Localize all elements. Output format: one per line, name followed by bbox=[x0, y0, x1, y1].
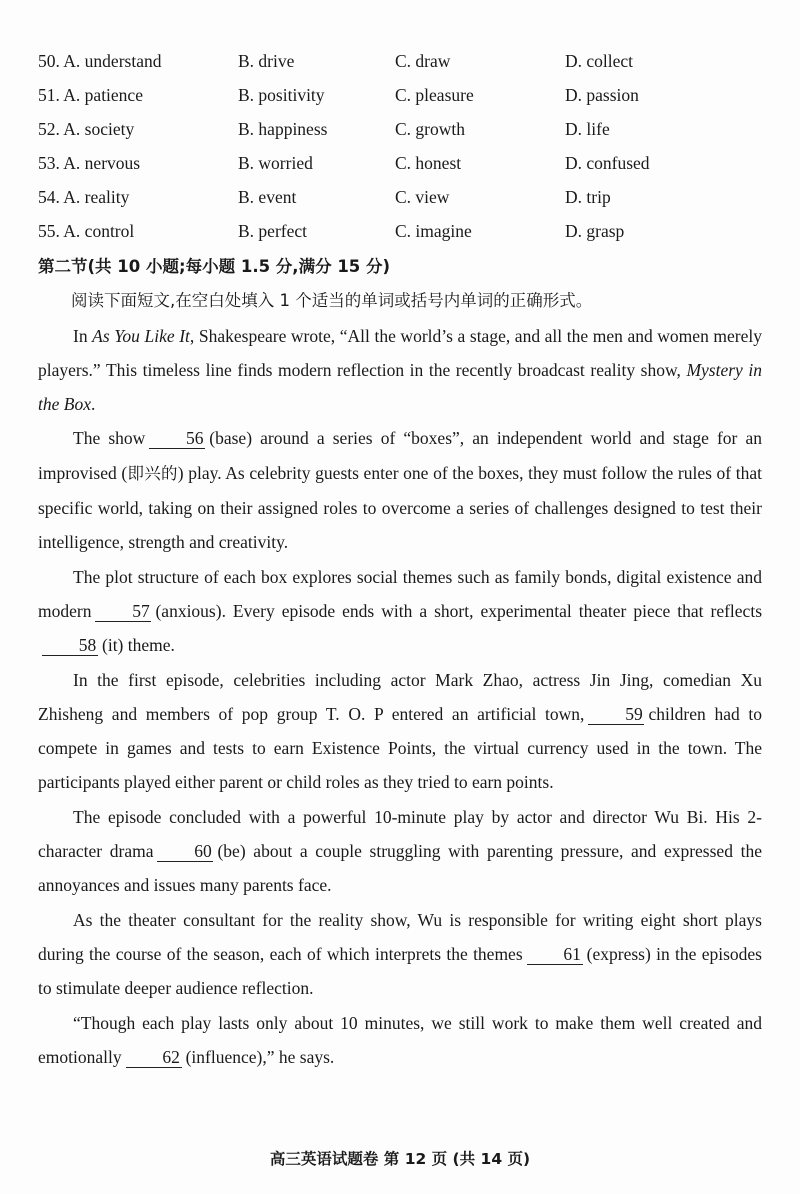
instruction: 阅读下面短文,在空白处填入 1 个适当的单词或括号内单词的正确形式。 bbox=[71, 291, 593, 311]
blank-59[interactable]: 59 bbox=[588, 704, 644, 725]
text: (anxious). Every episode ends with a short, experimental theater piece that reflects bbox=[155, 600, 762, 621]
option-a: 53. A. nervous bbox=[38, 153, 141, 173]
text: In bbox=[73, 325, 93, 346]
paragraph bbox=[38, 800, 762, 903]
option-d: D. grasp bbox=[565, 221, 625, 241]
paragraph bbox=[38, 663, 762, 800]
paragraph bbox=[38, 421, 762, 559]
text: children had to compete in games and tests to earn Existence Points, the virtual currency used in the town. The participants played either parent or child roles as they tried to earn points. bbox=[38, 703, 762, 793]
option-b: B. event bbox=[238, 187, 297, 207]
text: The episode concluded with a powerful 10-minute play by actor and director Wu Bi. His 2-character drama bbox=[38, 806, 762, 862]
option-a: 51. A. patience bbox=[38, 85, 143, 105]
option-row bbox=[38, 79, 778, 113]
option-row bbox=[38, 113, 778, 147]
option-a: 50. A. understand bbox=[38, 51, 162, 71]
option-c: C. pleasure bbox=[395, 85, 474, 105]
option-b: B. perfect bbox=[238, 221, 307, 241]
blank-57[interactable]: 57 bbox=[95, 601, 151, 622]
option-c: C. imagine bbox=[395, 221, 472, 241]
text: “Though each play lasts only about 10 minutes, we still work to make them well created and emotionally bbox=[38, 1012, 762, 1067]
paragraph bbox=[38, 1006, 762, 1075]
text: (base) around a series of “boxes”, an independent world and stage for an improvised ( bbox=[38, 428, 762, 483]
title-italic: As You Like It bbox=[92, 325, 190, 346]
option-c: C. honest bbox=[395, 153, 462, 173]
text: In the first episode, celebrities including actor Mark Zhao, actress Jin Jing, comedian Xu Zhisheng and members of pop group T. O. P entered an artificial town, bbox=[38, 669, 762, 724]
section-title: 第二节(共 10 小题;每小题 1.5 分,满分 15 分) bbox=[38, 257, 391, 276]
blank-56[interactable]: 56 bbox=[149, 428, 205, 449]
option-d: D. confused bbox=[565, 153, 650, 173]
blank-60[interactable]: 60 bbox=[157, 841, 213, 862]
passage bbox=[38, 250, 762, 1074]
option-a: 52. A. society bbox=[38, 119, 135, 139]
option-c: C. growth bbox=[395, 119, 465, 139]
text: , Shakespeare wrote, “All the world’s a stage, and all the men and women merely players.” This timeless line finds modern reflection in the recently broadcast reality show, bbox=[38, 325, 762, 380]
option-row bbox=[38, 147, 778, 181]
option-row bbox=[38, 45, 778, 79]
option-b: B. drive bbox=[238, 51, 295, 71]
blank-62[interactable]: 62 bbox=[126, 1047, 182, 1068]
option-c: C. view bbox=[395, 187, 450, 207]
option-b: B. positivity bbox=[238, 85, 325, 105]
option-d: D. passion bbox=[565, 85, 639, 105]
text: As the theater consultant for the reality show, Wu is responsible for writing eight short plays during the course of the season, each of which interprets the themes bbox=[38, 909, 762, 964]
text: . bbox=[90, 394, 96, 415]
text: (it) theme. bbox=[102, 635, 175, 656]
option-d: D. life bbox=[565, 119, 610, 139]
option-a: 55. A. control bbox=[38, 221, 135, 241]
page-footer: 高三英语试题卷 第 12 页 (共 14 页) bbox=[269, 1150, 531, 1168]
option-d: D. collect bbox=[565, 51, 634, 71]
text: (be) about a couple struggling with parenting pressure, and expressed the annoyances and issues many parents face. bbox=[38, 841, 762, 896]
option-c: C. draw bbox=[395, 51, 451, 71]
answer-options bbox=[38, 45, 778, 249]
blank-61[interactable]: 61 bbox=[527, 944, 583, 965]
text: (express) in the episodes to stimulate deeper audience reflection. bbox=[38, 943, 762, 999]
paragraph bbox=[38, 560, 762, 663]
option-b: B. worried bbox=[238, 153, 313, 173]
paragraph bbox=[38, 903, 762, 1006]
text: (influence),” he says. bbox=[185, 1046, 335, 1067]
text: The plot structure of each box explores social themes such as family bonds, digital existence and modern bbox=[38, 566, 762, 621]
text-chinese: 即兴的 bbox=[127, 463, 178, 483]
text: ) play. As celebrity guests enter one of the boxes, they must follow the rules of that specific world, taking on their assigned roles to overcome a series of challenges designed to test their intelligence, strength and creativity. bbox=[38, 462, 762, 553]
paragraph bbox=[38, 319, 762, 422]
option-a: 54. A. reality bbox=[38, 187, 130, 207]
option-d: D. trip bbox=[565, 187, 611, 207]
blank-58[interactable]: 58 bbox=[42, 635, 98, 656]
text: The show bbox=[73, 428, 146, 449]
option-row bbox=[38, 215, 778, 249]
option-b: B. happiness bbox=[238, 119, 328, 139]
title-italic: Mystery in the Box bbox=[38, 359, 762, 415]
option-row bbox=[38, 181, 778, 215]
